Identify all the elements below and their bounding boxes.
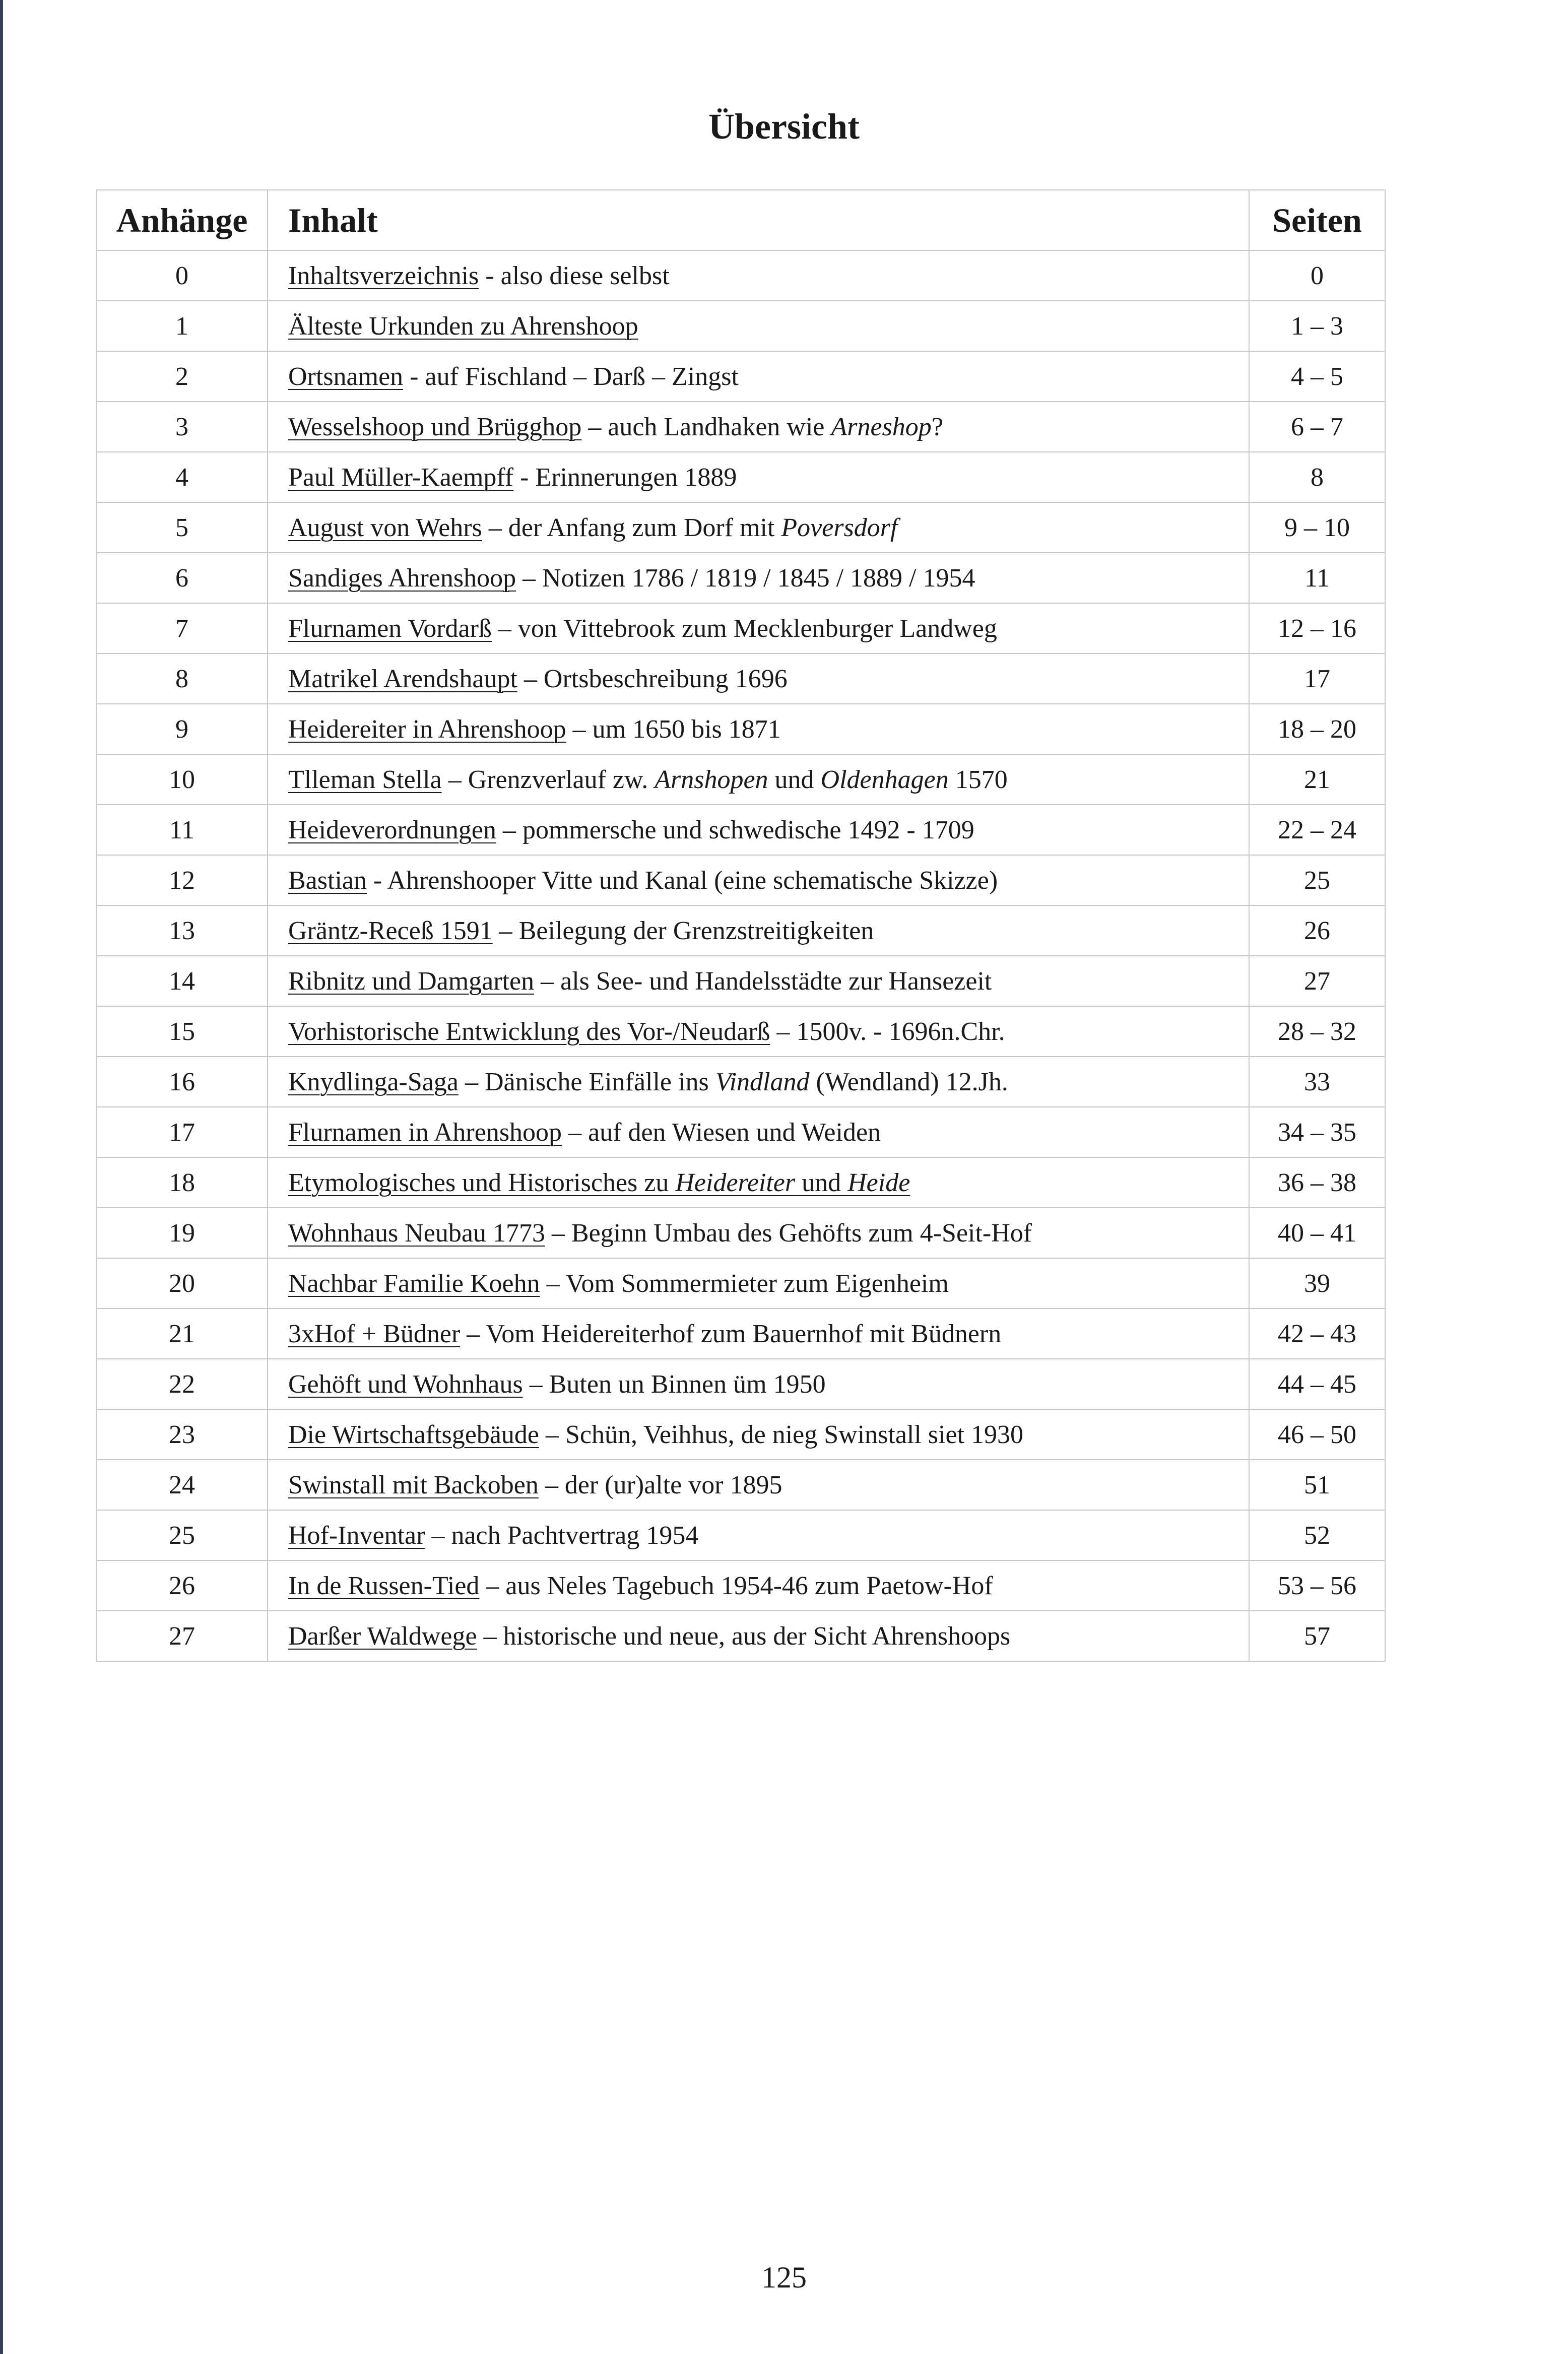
appendix-description: Poversdorf <box>781 513 898 542</box>
table-row <box>96 1460 1385 1510</box>
appendix-topic <box>288 1370 523 1399</box>
appendix-number: 15 <box>96 1006 268 1057</box>
appendix-content <box>268 1006 1249 1057</box>
appendix-content <box>268 1057 1249 1107</box>
appendix-content <box>268 1208 1249 1258</box>
appendix-pages: 0 <box>1249 250 1385 301</box>
appendix-topic-text: Die Wirtschaftsgebäude <box>288 1420 539 1449</box>
appendix-number: 24 <box>96 1460 268 1510</box>
appendix-number: 4 <box>96 452 268 502</box>
appendix-number: 22 <box>96 1359 268 1409</box>
appendix-description: – Notizen 1786 / 1819 / 1845 / 1889 / 1954 <box>516 563 975 593</box>
appendix-content <box>268 1258 1249 1309</box>
header-content: Inhalt <box>268 190 1249 250</box>
page-title: Übersicht <box>708 106 860 147</box>
appendix-description: – Dänische Einfälle ins <box>458 1067 715 1096</box>
appendix-content <box>268 1309 1249 1359</box>
appendix-number: 26 <box>96 1560 268 1611</box>
appendix-topic-segment: Heide <box>847 1168 910 1197</box>
appendix-number: 21 <box>96 1309 268 1359</box>
appendix-description: Arneshop <box>831 412 932 441</box>
appendix-pages: 40 – 41 <box>1249 1208 1385 1258</box>
header-appendix: Anhänge <box>96 190 268 250</box>
appendix-topic <box>288 1622 477 1651</box>
appendix-description: – pommersche und schwedische 1492 - 1709 <box>496 815 974 844</box>
appendix-description: Vindland <box>715 1067 810 1096</box>
appendix-content <box>268 402 1249 452</box>
appendix-topic-text: Flurnamen Vordarß <box>288 614 492 643</box>
appendix-topic <box>288 312 638 341</box>
appendix-description: - Ahrenshooper Vitte und Kanal (eine schematische Skizze) <box>366 866 998 895</box>
appendix-pages: 1 – 3 <box>1249 301 1385 351</box>
appendix-topic-segment: und <box>795 1168 848 1197</box>
appendix-topic-text: Matrikel Arendshaupt <box>288 664 517 693</box>
appendix-content <box>268 452 1249 502</box>
appendix-pages: 9 – 10 <box>1249 502 1385 553</box>
appendix-topic-text: Heidereiter in Ahrenshoop <box>288 714 566 744</box>
table-row <box>96 653 1385 704</box>
appendix-topic <box>288 1320 460 1348</box>
appendix-topic <box>288 614 492 643</box>
appendix-topic <box>288 1420 539 1449</box>
appendix-pages: 26 <box>1249 905 1385 956</box>
appendix-number: 19 <box>96 1208 268 1258</box>
appendix-number: 10 <box>96 754 268 805</box>
appendix-description: – Ortsbeschreibung 1696 <box>517 664 788 693</box>
appendix-description: Oldenhagen <box>820 765 949 794</box>
appendix-number: 5 <box>96 502 268 553</box>
appendix-description: - Erinnerungen 1889 <box>513 463 737 492</box>
appendix-description: - auf Fischland – Darß – Zingst <box>403 362 739 391</box>
table-row <box>96 1409 1385 1460</box>
appendix-pages: 36 – 38 <box>1249 1157 1385 1208</box>
table-row <box>96 402 1385 452</box>
table-row <box>96 1107 1385 1157</box>
appendix-description: - also diese selbst <box>479 261 670 290</box>
appendix-content <box>268 1560 1249 1611</box>
table-row <box>96 1208 1385 1258</box>
appendix-content <box>268 956 1249 1006</box>
table-row <box>96 855 1385 905</box>
appendix-description: 1570 <box>948 765 1008 794</box>
appendix-pages: 51 <box>1249 1460 1385 1510</box>
appendix-pages: 17 <box>1249 653 1385 704</box>
appendix-number: 8 <box>96 653 268 704</box>
appendix-description: – Vom Sommermieter zum Eigenheim <box>540 1269 949 1298</box>
appendix-pages: 12 – 16 <box>1249 603 1385 653</box>
table-row <box>96 1157 1385 1208</box>
appendix-description: – um 1650 bis 1871 <box>566 714 781 744</box>
appendix-topic <box>288 1068 459 1096</box>
appendix-number: 13 <box>96 905 268 956</box>
appendix-content <box>268 301 1249 351</box>
table-row <box>96 1006 1385 1057</box>
appendix-topic-text: Ortsnamen <box>288 362 404 391</box>
appendix-description: Arnshopen <box>655 765 768 794</box>
table-row <box>96 452 1385 502</box>
table-row <box>96 301 1385 351</box>
appendix-description: ? <box>931 412 943 441</box>
table-row <box>96 1057 1385 1107</box>
appendix-topic <box>288 362 403 391</box>
table-row <box>96 1359 1385 1409</box>
table-row <box>96 1258 1385 1309</box>
appendix-pages: 39 <box>1249 1258 1385 1309</box>
appendix-pages: 4 – 5 <box>1249 351 1385 402</box>
appendix-topic <box>288 413 581 441</box>
appendix-topic-segment: Heidereiter <box>675 1168 796 1197</box>
appendix-description: – historische und neue, aus der Sicht Ahrenshoops <box>477 1621 1011 1651</box>
appendix-pages: 57 <box>1249 1611 1385 1661</box>
appendix-topic-text: Tlleman Stella <box>288 765 442 794</box>
appendix-number: 11 <box>96 805 268 855</box>
appendix-pages: 27 <box>1249 956 1385 1006</box>
appendix-number: 14 <box>96 956 268 1006</box>
appendix-topic-text: Sandiges Ahrenshoop <box>288 563 516 593</box>
appendix-topic-text: Wohnhaus Neubau 1773 <box>288 1218 545 1248</box>
appendix-topic <box>288 1269 540 1298</box>
appendix-pages: 22 – 24 <box>1249 805 1385 855</box>
appendix-description: – Buten un Binnen üm 1950 <box>522 1369 826 1399</box>
appendix-topic <box>288 1572 479 1600</box>
appendix-pages: 42 – 43 <box>1249 1309 1385 1359</box>
appendix-topic <box>288 1168 910 1197</box>
table-row <box>96 553 1385 603</box>
appendix-topic-text: Swinstall mit Backoben <box>288 1470 539 1499</box>
appendix-content <box>268 855 1249 905</box>
appendix-topic-text: Ribnitz und Damgarten <box>288 966 535 996</box>
table-row <box>96 805 1385 855</box>
appendix-pages: 34 – 35 <box>1249 1107 1385 1157</box>
appendix-number: 1 <box>96 301 268 351</box>
appendix-content <box>268 1611 1249 1661</box>
appendix-content <box>268 502 1249 553</box>
appendix-pages: 21 <box>1249 754 1385 805</box>
scan-edge <box>0 0 3 2354</box>
appendix-description: – Beilegung der Grenzstreitigkeiten <box>492 916 874 945</box>
appendix-description: – von Vittebrook zum Mecklenburger Landweg <box>491 614 997 643</box>
appendix-topic <box>288 1017 770 1046</box>
appendix-topic <box>288 917 493 945</box>
appendix-description: – auf den Wiesen und Weiden <box>562 1118 881 1147</box>
appendix-description: – der (ur)alte vor 1895 <box>538 1470 782 1499</box>
appendix-topic-text: Darßer Waldwege <box>288 1621 477 1651</box>
appendix-topic <box>288 513 482 542</box>
appendix-number: 0 <box>96 250 268 301</box>
appendix-content <box>268 351 1249 402</box>
appendix-content <box>268 1157 1249 1208</box>
appendix-topic-text: Vorhistorische Entwicklung des Vor-/Neudarß <box>288 1017 770 1046</box>
appendix-topic <box>288 665 517 693</box>
appendix-topic-text: Heideverordnungen <box>288 815 496 844</box>
appendix-content <box>268 1107 1249 1157</box>
appendix-topic-text: August von Wehrs <box>288 513 482 542</box>
appendix-topic <box>288 261 479 290</box>
appendix-content <box>268 1460 1249 1510</box>
appendix-pages: 25 <box>1249 855 1385 905</box>
appendix-topic-text: Inhaltsverzeichnis <box>288 261 479 290</box>
overview-table <box>96 189 1386 1662</box>
appendix-topic-text: Knydlinga-Saga <box>288 1067 459 1096</box>
table-row <box>96 1309 1385 1359</box>
appendix-number: 3 <box>96 402 268 452</box>
header-pages: Seiten <box>1249 190 1385 250</box>
appendix-description: – der Anfang zum Dorf mit <box>482 513 781 542</box>
table-body <box>96 250 1385 1661</box>
appendix-number: 18 <box>96 1157 268 1208</box>
appendix-number: 27 <box>96 1611 268 1661</box>
table-header-row <box>96 190 1385 250</box>
appendix-topic <box>288 967 534 996</box>
appendix-description: – auch Landhaken wie <box>581 412 831 441</box>
appendix-topic <box>288 765 442 794</box>
appendix-pages: 33 <box>1249 1057 1385 1107</box>
table-row <box>96 754 1385 805</box>
appendix-topic <box>288 463 513 492</box>
appendix-number: 2 <box>96 351 268 402</box>
appendix-pages: 44 – 45 <box>1249 1359 1385 1409</box>
table-row <box>96 250 1385 301</box>
appendix-topic-text: In de Russen-Tied <box>288 1571 480 1600</box>
appendix-topic-text: Gräntz-Receß 1591 <box>288 916 493 945</box>
table-row <box>96 704 1385 754</box>
appendix-description: – Grenzverlauf zw. <box>441 765 655 794</box>
appendix-number: 6 <box>96 553 268 603</box>
appendix-topic <box>288 866 367 895</box>
appendix-number: 20 <box>96 1258 268 1309</box>
table-row <box>96 1510 1385 1560</box>
appendix-topic-text: Etymologisches und Historisches zu <box>288 1168 676 1197</box>
appendix-description: – Vom Heidereiterhof zum Bauernhof mit Büdnern <box>460 1319 1002 1348</box>
appendix-topic-text: Paul Müller-Kaempff <box>288 463 514 492</box>
appendix-topic-text: Bastian <box>288 866 367 895</box>
appendix-number: 16 <box>96 1057 268 1107</box>
appendix-topic-text: Nachbar Familie Koehn <box>288 1269 540 1298</box>
appendix-pages: 52 <box>1249 1510 1385 1560</box>
appendix-pages: 18 – 20 <box>1249 704 1385 754</box>
appendix-topic-text: 3xHof + Büdner <box>288 1319 461 1348</box>
page-number: 125 <box>761 2261 807 2294</box>
table-row <box>96 1560 1385 1611</box>
appendix-description: – 1500v. - 1696n.Chr. <box>770 1017 1005 1046</box>
appendix-pages: 28 – 32 <box>1249 1006 1385 1057</box>
appendix-number: 17 <box>96 1107 268 1157</box>
appendix-content <box>268 704 1249 754</box>
table-row <box>96 603 1385 653</box>
appendix-pages: 8 <box>1249 452 1385 502</box>
appendix-topic <box>288 715 566 744</box>
appendix-topic-text: Gehöft und Wohnhaus <box>288 1369 523 1399</box>
appendix-content <box>268 603 1249 653</box>
appendix-content <box>268 1510 1249 1560</box>
appendix-topic <box>288 816 496 844</box>
appendix-content <box>268 905 1249 956</box>
appendix-content <box>268 754 1249 805</box>
appendix-topic <box>288 564 516 593</box>
appendix-content <box>268 250 1249 301</box>
appendix-topic-text: Älteste Urkunden zu Ahrenshoop <box>288 311 638 341</box>
appendix-topic <box>288 1471 539 1499</box>
appendix-number: 9 <box>96 704 268 754</box>
appendix-description: – Beginn Umbau des Gehöfts zum 4-Seit-Hof <box>545 1218 1032 1248</box>
appendix-description: (Wendland) 12.Jh. <box>809 1067 1008 1096</box>
appendix-content <box>268 553 1249 603</box>
appendix-pages: 53 – 56 <box>1249 1560 1385 1611</box>
appendix-number: 7 <box>96 603 268 653</box>
appendix-number: 23 <box>96 1409 268 1460</box>
appendix-description: – Schün, Veihhus, de nieg Swinstall siet 1930 <box>539 1420 1024 1449</box>
appendix-content <box>268 805 1249 855</box>
appendix-topic-text: Wesselshoop und Brügghop <box>288 412 582 441</box>
appendix-description: und <box>768 765 821 794</box>
table-row <box>96 905 1385 956</box>
appendix-topic <box>288 1219 545 1248</box>
table-row <box>96 1611 1385 1661</box>
appendix-description: – als See- und Handelsstädte zur Hansezeit <box>534 966 992 996</box>
table-row <box>96 502 1385 553</box>
table-row <box>96 351 1385 402</box>
appendix-description: – nach Pachtvertrag 1954 <box>425 1521 699 1550</box>
table-row <box>96 956 1385 1006</box>
appendix-number: 25 <box>96 1510 268 1560</box>
appendix-description: – aus Neles Tagebuch 1954-46 zum Paetow-Hof <box>479 1571 993 1600</box>
appendix-topic <box>288 1118 562 1147</box>
appendix-number: 12 <box>96 855 268 905</box>
appendix-topic-text: Flurnamen in Ahrenshoop <box>288 1118 562 1147</box>
appendix-topic-text: Hof-Inventar <box>288 1521 425 1550</box>
appendix-pages: 46 – 50 <box>1249 1409 1385 1460</box>
appendix-content <box>268 1359 1249 1409</box>
appendix-content <box>268 1409 1249 1460</box>
appendix-topic <box>288 1521 425 1550</box>
appendix-content <box>268 653 1249 704</box>
appendix-pages: 11 <box>1249 553 1385 603</box>
appendix-pages: 6 – 7 <box>1249 402 1385 452</box>
